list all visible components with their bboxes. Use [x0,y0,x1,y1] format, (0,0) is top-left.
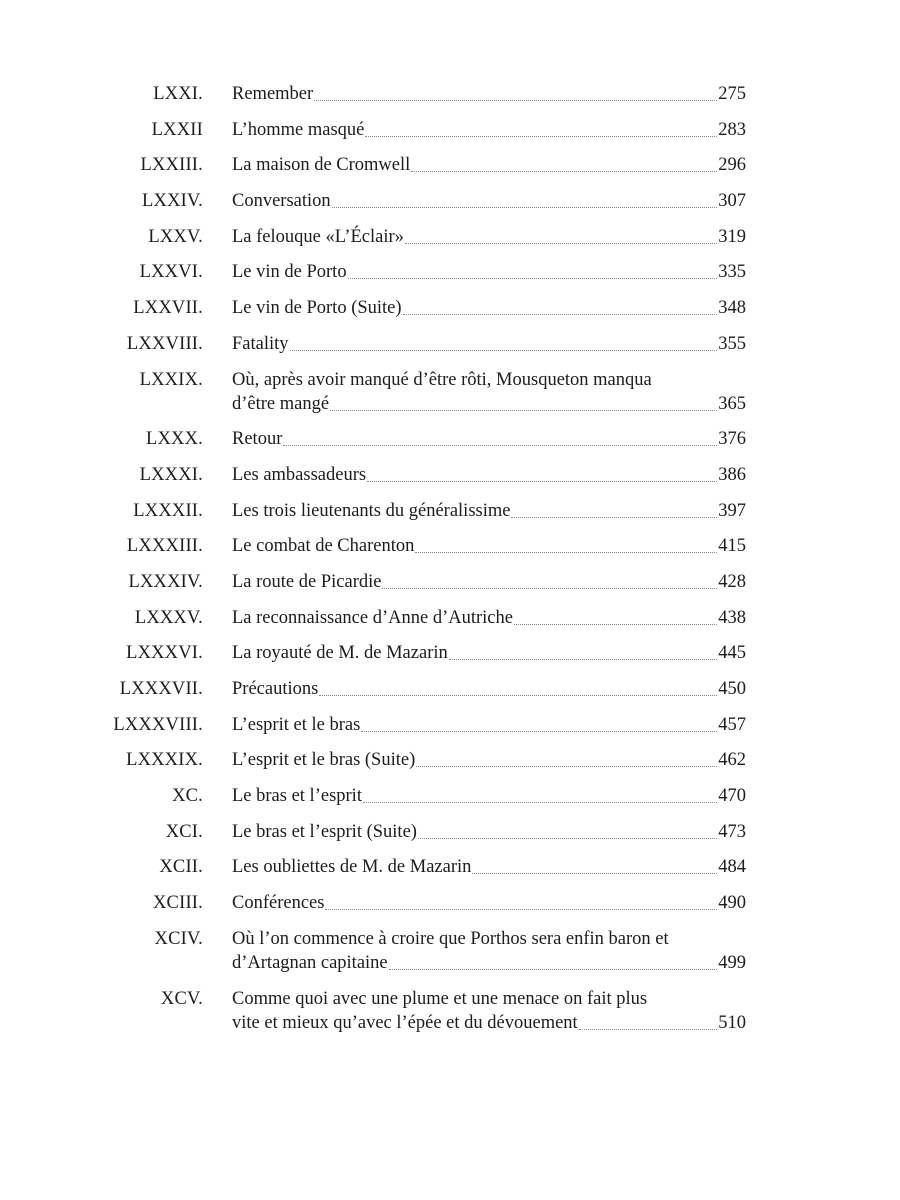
chapter-title: vite et mieux qu’avec l’épée et du dévouement [232,1012,578,1033]
dot-leader [283,445,717,446]
chapter-number: XC. [172,786,203,807]
toc-entry[interactable] [0,296,900,320]
chapter-body [232,153,746,177]
chapter-title: Le bras et l’esprit [232,786,362,807]
chapter-body [232,82,746,106]
chapter-number: LXXIII. [140,155,203,176]
page-number: 283 [718,119,746,140]
page-number: 470 [718,786,746,807]
chapter-title-line [232,748,746,772]
chapter-title-line [232,784,746,808]
chapter-title-line [232,82,746,106]
toc-entry[interactable] [0,427,900,451]
chapter-title-line [232,189,746,213]
page-number: 296 [718,155,746,176]
page-number: 335 [718,262,746,283]
toc-entry[interactable] [0,748,900,772]
chapter-title-line [232,855,746,879]
page-number: 490 [718,893,746,914]
page-number: 445 [718,643,746,664]
chapter-title: Le vin de Porto (Suite) [232,298,402,319]
page-number: 499 [718,952,746,973]
chapter-title-line [232,225,746,249]
chapter-body [232,332,746,356]
chapter-number: LXXXI. [139,464,203,485]
toc-entry[interactable] [0,260,900,284]
page-number: 275 [718,84,746,104]
chapter-number: LXXIV. [142,191,203,212]
chapter-number: XCV. [160,988,203,1009]
chapter-title-line [232,820,746,844]
chapter-number: LXXII [151,119,203,140]
page-number: 484 [718,857,746,878]
chapter-body [232,463,746,487]
chapter-title-line [232,534,746,558]
page-number: 462 [718,750,746,771]
toc-entry[interactable] [0,82,900,106]
chapter-title-line [232,118,746,142]
page-number: 376 [718,429,746,450]
chapter-title: La route de Picardie [232,571,382,592]
chapter-title: Le vin de Porto [232,262,347,283]
toc-entry[interactable] [0,332,900,356]
chapter-body [232,641,746,665]
chapter-title: Conférences [232,893,325,914]
toc-entry[interactable] [0,713,900,737]
dot-leader [325,909,717,910]
dot-leader [319,695,717,696]
toc-entry[interactable] [0,641,900,665]
toc-entry[interactable] [0,534,900,558]
chapter-title: La royauté de M. de Mazarin [232,643,448,664]
chapter-number: XCI. [165,821,203,842]
chapter-number: LXXVII. [133,298,203,319]
chapter-body [232,677,746,701]
dot-leader [361,731,717,732]
toc-entry[interactable] [0,153,900,177]
chapter-title-line [232,153,746,177]
chapter-number: LXXVIII. [126,333,203,354]
chapter-title-line [232,1011,746,1035]
chapter-title-line [232,392,746,416]
page-number: 348 [718,298,746,319]
chapter-title-line [232,606,746,630]
chapter-number: LXXXVI. [126,643,203,664]
chapter-title: L’esprit et le bras [232,714,361,735]
chapter-number: LXXI. [153,84,203,104]
page-number: 510 [718,1012,746,1033]
chapter-number: LXXXVIII. [113,714,203,735]
chapter-title: La felouque «L’Éclair» [232,226,404,247]
chapter-title: Les ambassadeurs [232,464,367,485]
chapter-title: La maison de Cromwell [232,155,411,176]
page-number: 438 [718,607,746,628]
dot-leader [330,410,717,411]
chapter-title-line [232,499,746,523]
chapter-body [232,891,746,915]
chapter-body [232,820,746,844]
chapter-title-line [232,570,746,594]
page-number: 428 [718,571,746,592]
chapter-title: Les trois lieutenants du généralissime [232,500,511,521]
chapter-body [232,987,746,1035]
dot-leader [579,1029,718,1030]
chapter-title: Remember [232,84,314,104]
chapter-body [232,225,746,249]
toc-entry[interactable] [0,855,900,879]
chapter-title: L’esprit et le bras (Suite) [232,750,416,771]
chapter-number: LXXXIII. [126,536,203,557]
chapter-body [232,927,746,975]
page-number: 365 [718,393,746,414]
dot-leader [411,171,717,172]
toc-entry[interactable] [0,927,900,975]
chapter-body [232,606,746,630]
chapter-title: Précautions [232,679,319,699]
page-number: 457 [718,714,746,735]
chapter-number: LXXV. [148,226,203,247]
dot-leader [332,207,718,208]
dot-leader [403,314,718,315]
dot-leader [365,136,717,137]
toc-entry[interactable] [0,606,900,630]
chapter-number: LXXXIX. [126,750,203,771]
page-number: 397 [718,500,746,521]
chapter-body [232,570,746,594]
page-number: 319 [718,226,746,247]
chapter-title-line [232,641,746,665]
chapter-body [232,499,746,523]
chapter-number: XCIV. [154,928,203,949]
toc-entry[interactable] [0,499,900,523]
toc-entry[interactable] [0,225,900,249]
dot-leader [418,838,717,839]
chapter-title-line [232,463,746,487]
dot-leader [415,552,717,553]
chapter-title: Les oubliettes de M. de Mazarin [232,857,472,878]
dot-leader [514,624,717,625]
chapter-title-line [232,427,746,451]
dot-leader [367,481,717,482]
chapter-title-line [232,891,746,915]
chapter-number: LXXVI. [139,262,203,283]
chapter-number: LXXX. [145,429,203,450]
chapter-body [232,855,746,879]
toc-entry[interactable] [0,891,900,915]
table-of-contents [0,82,900,1046]
chapter-body [232,296,746,320]
dot-leader [405,243,717,244]
toc-entry[interactable] [0,463,900,487]
chapter-body [232,713,746,737]
chapter-title: Le bras et l’esprit (Suite) [232,821,417,842]
chapter-number: LXXXV. [134,607,203,628]
page-number: 307 [718,191,746,212]
dot-leader [511,517,717,518]
chapter-title-line [232,713,746,737]
chapter-body [232,368,746,416]
page-number: 415 [718,536,746,557]
chapter-title-line [232,296,746,320]
chapter-title-line [232,677,746,701]
chapter-title: d’être mangé [232,393,330,414]
chapter-body [232,260,746,284]
dot-leader [348,278,718,279]
chapter-title: La reconnaissance d’Anne d’Autriche [232,607,513,628]
toc-entry[interactable] [0,677,900,701]
dot-leader [290,350,718,351]
dot-leader [363,802,717,803]
chapter-title: Fatality [232,333,289,354]
toc-entry[interactable] [0,368,900,416]
chapter-title: Le combat de Charenton [232,536,415,557]
chapter-body [232,427,746,451]
chapter-title: L’homme masqué [232,119,365,140]
chapter-number: LXXXIV. [128,571,203,592]
chapter-title-line [232,951,746,975]
chapter-number: LXXIX. [139,369,203,390]
page-number: 450 [718,679,746,699]
page-number: 355 [718,333,746,354]
chapter-title: Retour [232,429,283,450]
dot-leader [416,766,717,767]
chapter-number: LXXXII. [133,500,203,521]
chapter-title-line [232,260,746,284]
chapter-title-line [232,332,746,356]
toc-entry[interactable] [0,189,900,213]
chapter-number: LXXXVII. [119,679,203,699]
toc-entry[interactable] [0,118,900,142]
chapter-body [232,748,746,772]
chapter-title: d’Artagnan capitaine [232,952,388,973]
toc-entry[interactable] [0,820,900,844]
toc-entry[interactable] [0,784,900,808]
dot-leader [472,873,717,874]
chapter-title: Conversation [232,191,331,212]
chapter-body [232,189,746,213]
dot-leader [449,659,718,660]
page-number: 473 [718,821,746,842]
chapter-title-first-line: Comme quoi avec une plume et une menace on fait plus [232,988,648,1009]
chapter-title-first-line: Où, après avoir manqué d’être rôti, Mousqueton manqua [232,369,652,390]
toc-entry[interactable] [0,987,900,1035]
chapter-body [232,784,746,808]
dot-leader [382,588,717,589]
chapter-number: XCII. [159,857,203,878]
chapter-number: XCIII. [152,893,203,914]
dot-leader [314,100,717,101]
toc-entry[interactable] [0,570,900,594]
chapter-body [232,118,746,142]
page-number: 386 [718,464,746,485]
chapter-title-first-line: Où l’on commence à croire que Porthos sera enfin baron et [232,928,669,949]
dot-leader [389,969,718,970]
chapter-body [232,534,746,558]
